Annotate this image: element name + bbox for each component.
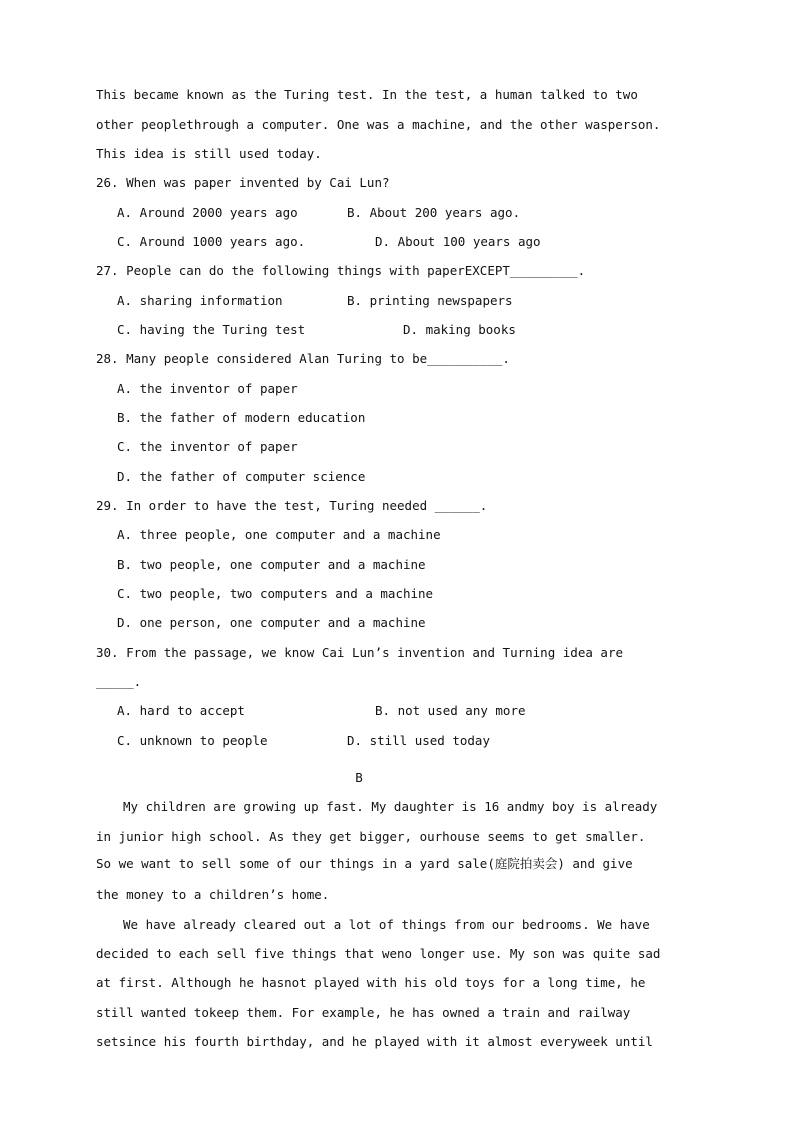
- question-28-option-a: A. the inventor of paper: [117, 381, 298, 396]
- passage-line: This became known as the Turing test. In the test, a human talked to two: [96, 87, 638, 102]
- question-28-option-c: C. the inventor of paper: [117, 439, 298, 454]
- question-28-option-d: D. the father of computer science: [117, 469, 366, 484]
- question-27-option-d: D. making books: [403, 322, 516, 337]
- passage-line: setsince his fourth birthday, and he played with it almost everyweek until: [96, 1034, 653, 1049]
- question-26-option-d: D. About 100 years ago: [375, 234, 541, 249]
- question-28-stem: 28. Many people considered Alan Turing to be__________.: [96, 351, 510, 366]
- question-26-stem: 26. When was paper invented by Cai Lun?: [96, 175, 390, 190]
- question-29-stem: 29. In order to have the test, Turing needed ______.: [96, 498, 488, 513]
- question-30-option-d: D. still used today: [347, 733, 490, 748]
- question-30-option-c: C. unknown to people: [117, 733, 268, 748]
- question-30-option-a: A. hard to accept: [117, 703, 245, 718]
- question-30-stem-blank: _____.: [96, 674, 142, 689]
- question-26-option-c: C. Around 1000 years ago.: [117, 234, 306, 249]
- question-27-stem: 27. People can do the following things with paperEXCEPT_________.: [96, 263, 586, 278]
- passage-line: other peoplethrough a computer. One was a machine, and the other wasperson.: [96, 117, 661, 132]
- question-27-option-b: B. printing newspapers: [347, 293, 513, 308]
- question-28-option-b: B. the father of modern education: [117, 410, 366, 425]
- question-30-option-b: B. not used any more: [375, 703, 526, 718]
- passage-line: decided to each sell five things that weno longer use. My son was quite sad: [96, 946, 661, 961]
- question-27-option-c: C. having the Turing test: [117, 322, 306, 337]
- question-26-option-a: A. Around 2000 years ago: [117, 205, 298, 220]
- passage-line: We have already cleared out a lot of things from our bedrooms. We have: [123, 917, 650, 932]
- passage-line: This idea is still used today.: [96, 146, 322, 161]
- question-29-option-d: D. one person, one computer and a machine: [117, 615, 426, 630]
- question-30-stem: 30. From the passage, we know Cai Lun’s invention and Turning idea are: [96, 645, 623, 660]
- passage-line: still wanted tokeep them. For example, he has owned a train and railway: [96, 1005, 631, 1020]
- passage-line: at first. Although he hasnot played with his old toys for a long time, he: [96, 975, 646, 990]
- passage-line: in junior high school. As they get bigger, ourhouse seems to get smaller.: [96, 829, 646, 844]
- question-29-option-b: B. two people, one computer and a machine: [117, 557, 426, 572]
- question-27-option-a: A. sharing information: [117, 293, 283, 308]
- question-29-option-a: A. three people, one computer and a machine: [117, 527, 441, 542]
- question-29-option-c: C. two people, two computers and a machine: [117, 586, 434, 601]
- passage-line: the money to a children’s home.: [96, 887, 330, 902]
- question-26-option-b: B. About 200 years ago.: [347, 205, 521, 220]
- section-heading: B: [355, 770, 363, 785]
- passage-line: So we want to sell some of our things in a yard sale(庭院拍卖会) and give: [96, 856, 633, 871]
- passage-line: My children are growing up fast. My daughter is 16 andmy boy is already: [123, 799, 658, 814]
